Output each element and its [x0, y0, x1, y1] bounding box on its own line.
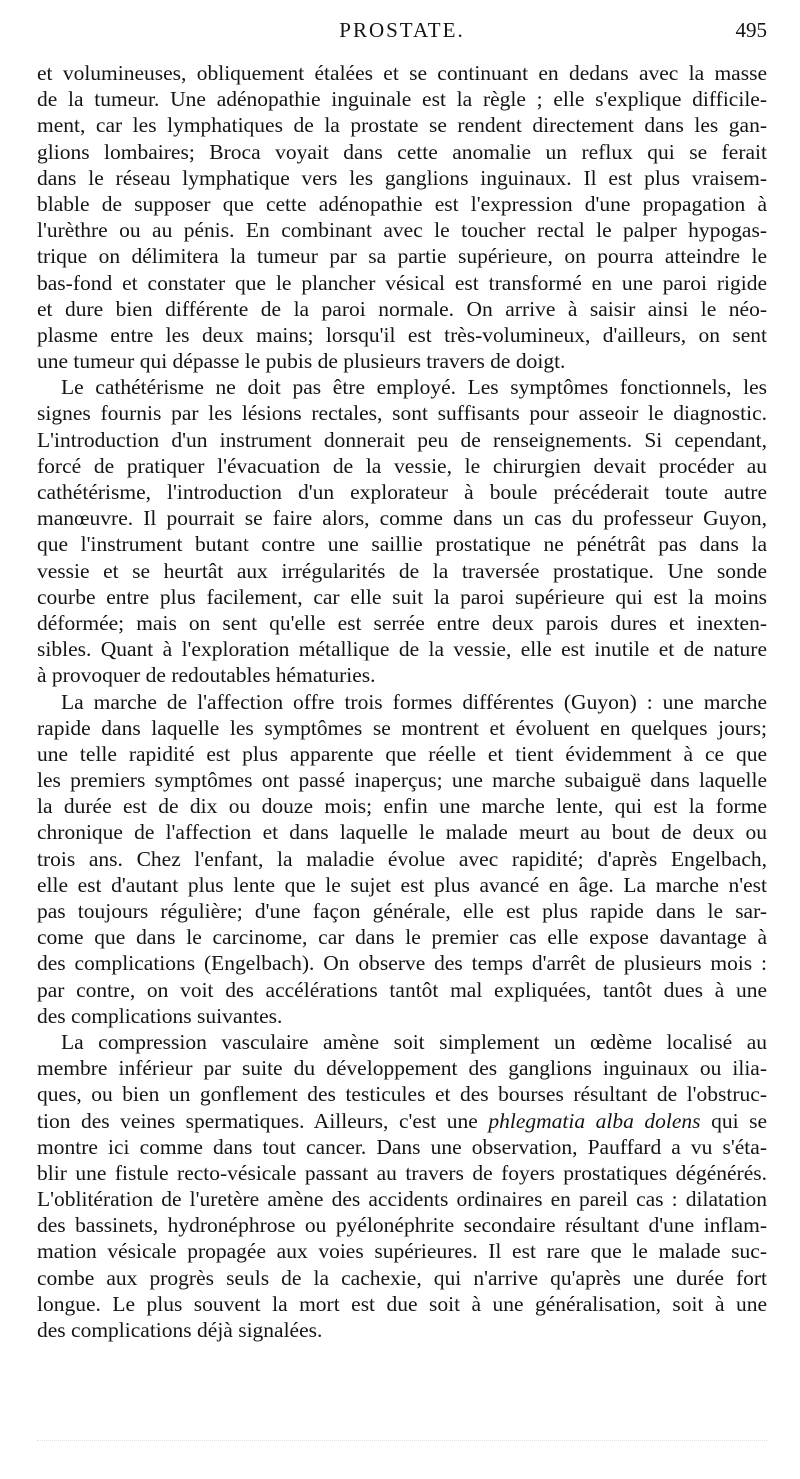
text-line: cathétérisme, l'introduction d'un explorateur à boule précéderait toute autre [37, 480, 767, 504]
text-line: et dure bien différente de la paroi normale. On arrive à saisir ainsi le néo- [37, 296, 767, 321]
page-number: 495 [735, 18, 767, 42]
text-line: sibles. Quant à l'exploration métallique de la vessie, elle est inutile et de nature [37, 637, 767, 662]
paragraph-1 [37, 60, 767, 374]
text-line: montre ici comme dans tout cancer. Dans une observation, Pauffard a vu s'éta- [37, 1134, 767, 1159]
text-line: par contre, on voit des accélérations tantôt mal expliquées, tantôt dues à une [37, 977, 767, 1002]
text-line: La compression vasculaire amène soit simplement un œdème localisé au [61, 1029, 767, 1054]
text-line: des bassinets, hydronéphrose ou pyélonéphrite secondaire résultant d'une inflam- [37, 1213, 767, 1238]
running-title: PROSTATE. [339, 18, 465, 42]
text-line: bas-fond et constater que le plancher vésical est transformé en une paroi rigide [37, 270, 767, 295]
text-line: combe aux progrès seuls de la cachexie, qui n'arrive qu'après une durée fort [37, 1265, 767, 1290]
text-line: mation vésicale propagée aux voies supérieures. Il est rare que le malade suc- [37, 1239, 767, 1264]
text-line: plasme entre les deux mains; lorsqu'il est très-volumineux, d'ailleurs, on sent [37, 322, 767, 347]
text-line: L'introduction d'un instrument donnerait peu de renseignements. Si cependant, [37, 427, 767, 452]
text-line: les premiers symptômes ont passé inaperçus; une marche subaiguë dans laquelle [37, 768, 767, 793]
text-line: trois ans. Chez l'enfant, la maladie évolue avec rapidité; d'après Engelbach, [37, 846, 767, 871]
text-line: la durée est de dix ou douze mois; enfin une marche lente, qui est la forme [37, 794, 767, 819]
text-line: La marche de l'affection offre trois formes différentes (Guyon) : une marche [61, 689, 767, 714]
text-line: forcé de pratiquer l'évacuation de la vessie, le chirurgien devait procéder au [37, 453, 767, 478]
text-line: rapide dans laquelle les symptômes se montrent et évoluent en quelques jours; [37, 715, 767, 740]
text-line: blir une fistule recto-vésicale passant au travers de foyers prostatiques dégénérés. [37, 1160, 767, 1185]
text-line: des complications déjà signalées. [37, 1318, 323, 1342]
text-line: L'oblitération de l'uretère amène des accidents ordinaires en pareil cas : dilatation [37, 1187, 767, 1212]
body-text [37, 60, 767, 1343]
text-line: des complications (Engelbach). On observe des temps d'arrêt de plusieurs mois : [37, 951, 767, 976]
text-segment: tion des veines spermatiques. Ailleurs, c'est une [37, 1108, 478, 1133]
text-line: elle est d'autant plus lente que le sujet est plus avancé en âge. La marche n'est [37, 872, 767, 897]
paragraph-4 [37, 1029, 767, 1343]
paragraph-3 [37, 689, 767, 1029]
text-line: vessie et se heurtât aux irrégularités de la traversée prostatique. Une sonde [37, 558, 767, 583]
scan-artifact-divider [37, 1440, 767, 1447]
text-line: come que dans le carcinome, car dans le premier cas elle expose davantage à [37, 925, 767, 950]
text-line-with-italic [37, 1108, 767, 1134]
running-head [37, 8, 767, 42]
text-line: pas toujours régulière; d'une façon générale, elle est plus rapide dans le sar- [37, 899, 767, 923]
text-line: manœuvre. Il pourrait se faire alors, comme dans un cas du professeur Guyon, [37, 506, 767, 531]
text-line: une telle rapidité est plus apparente que réelle et tient évidemment à ce que [37, 741, 767, 766]
paragraph-2 [37, 374, 767, 688]
text-line: chronique de l'affection et dans laquelle le malade meurt au bout de deux ou [37, 820, 767, 845]
text-line: ment, car les lymphatiques de la prostate se rendent directement dans les gan- [37, 113, 767, 138]
text-line: dans le réseau lymphatique vers les ganglions inguinaux. Il est plus vraisem- [37, 165, 767, 190]
text-line: longue. Le plus souvent la mort est due soit à une généralisation, soit à une [37, 1291, 767, 1316]
text-line: que l'instrument butant contre une saillie prostatique ne pénétrât pas dans la [37, 532, 767, 557]
text-line: membre inférieur par suite du développement des ganglions inguinaux ou ilia- [37, 1056, 767, 1081]
text-line: glions lombaires; Broca voyait dans cette anomalie un reflux qui se ferait [37, 139, 767, 164]
text-line: l'urèthre ou au pénis. En combinant avec le toucher rectal le palper hypogas- [37, 218, 767, 243]
text-line: et volumineuses, obliquement étalées et se continuant en dedans avec la masse [37, 61, 767, 85]
text-segment: qui se [711, 1108, 767, 1133]
text-line: de la tumeur. Une adénopathie inguinale est la règle ; elle s'explique difficile- [37, 87, 767, 112]
text-line: des complications suivantes. [37, 1003, 283, 1028]
text-line: à provoquer de redoutables hématuries. [37, 663, 376, 688]
text-line: blable de supposer que cette adénopathie est l'expression d'une propagation à [37, 191, 767, 216]
italic-term: phlegmatia alba dolens [488, 1108, 701, 1133]
text-line: déformée; mais on sent qu'elle est serrée entre deux parois dures et inexten- [37, 610, 767, 635]
text-line: Le cathétérisme ne doit pas être employé. Les symptômes fonctionnels, les [61, 375, 767, 400]
text-line: ques, ou bien un gonflement des testicules et des bourses résultant de l'obstruc- [37, 1082, 767, 1107]
text-line: une tumeur qui dépasse le pubis de plusieurs travers de doigt. [37, 349, 566, 374]
text-line: courbe entre plus facilement, car elle suit la paroi supérieure qui est la moins [37, 584, 767, 609]
text-line: signes fournis par les lésions rectales, sont suffisants pour asseoir le diagnostic. [37, 401, 767, 426]
text-line: trique on délimitera la tumeur par sa partie supérieure, on pourra atteindre le [37, 244, 767, 269]
